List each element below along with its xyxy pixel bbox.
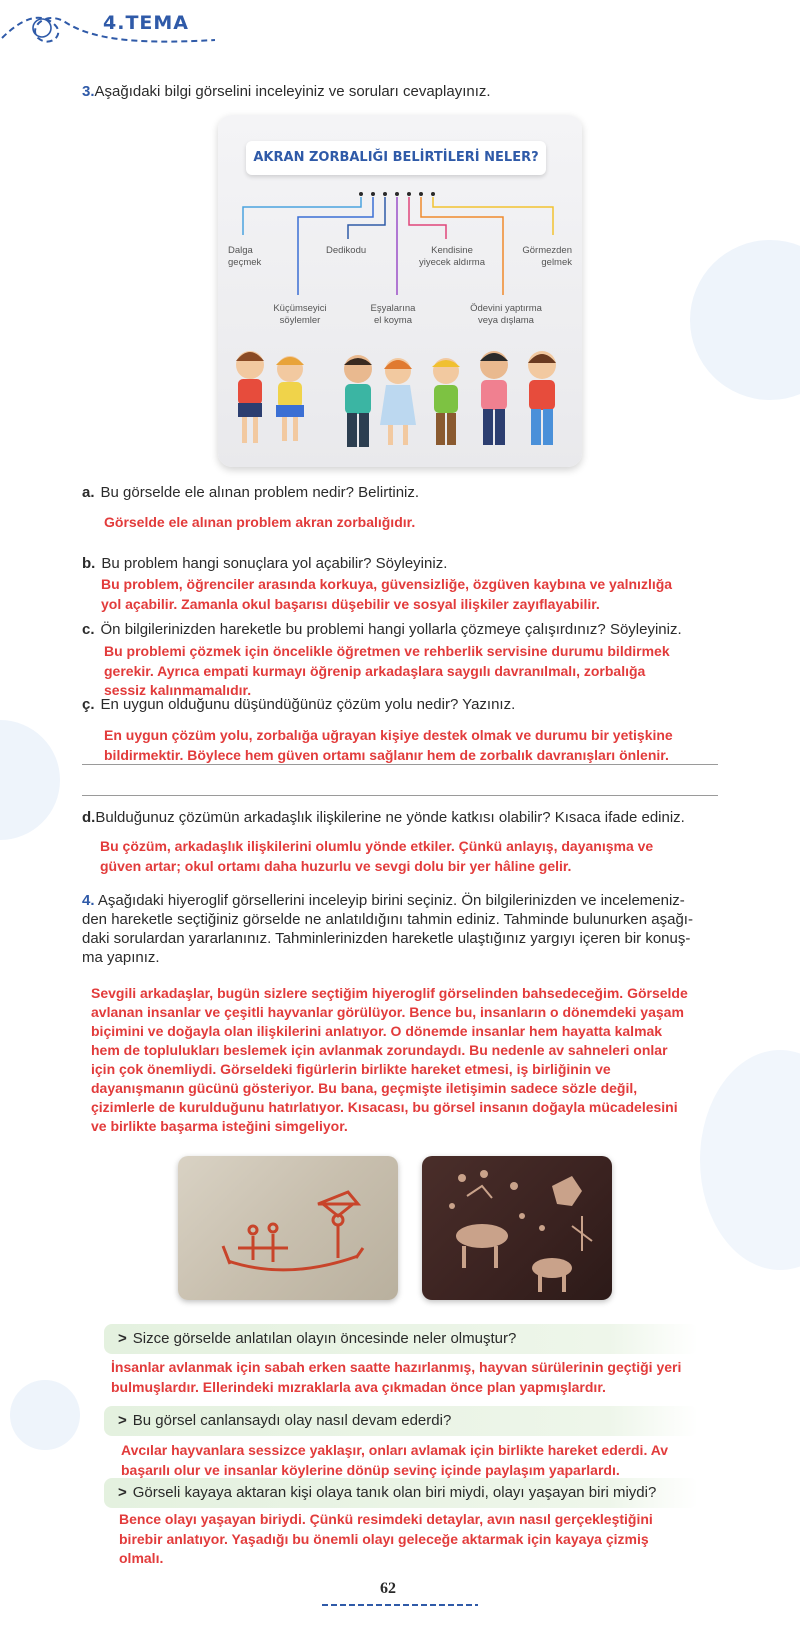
- label-esyalarina-el-koyma: Eşyalarına el koyma: [370, 303, 416, 326]
- question-number: 4.: [82, 892, 95, 909]
- question-prompt: Aşağıdaki bilgi görselini inceleyiniz ve soruları cevaplayınız.: [94, 83, 491, 100]
- chevron-right-icon: >: [118, 1412, 127, 1429]
- bullying-infographic: [218, 115, 582, 467]
- background-circle-decoration: [700, 1050, 800, 1270]
- question-3d: [82, 808, 685, 827]
- question-letter: d.: [82, 809, 96, 826]
- page-number: 62: [380, 1580, 396, 1597]
- question-3: [82, 82, 491, 101]
- subquestion-2-bar: [104, 1406, 698, 1436]
- question-letter: c.: [82, 621, 95, 638]
- question-text: Bu görselde ele alınan problem nedir? Belirtiniz.: [100, 484, 420, 501]
- label-odevini-yaptirma: Ödevini yaptırma veya dışlama: [470, 303, 542, 326]
- unit-title: 4.TEMA: [103, 12, 189, 34]
- question-4: 4. Aşağıdaki hiyeroglif görsellerini inceleyip birini seçiniz. Ön bilgilerinizden ve incelemeniz- den hareketle seçtiğiniz görselde ne anlatıldığını tahmin ediniz. Tahminde bulunurken aşağı- daki sorulardan yararlanınız. Tahminlerinizden hareketle ulaştığınız yargıyı içeren bir konuş- ma yapınız.: [82, 892, 693, 966]
- infographic-title: AKRAN ZORBALIĞI BELİRTİLERİ NELER?: [246, 141, 546, 175]
- answer-line: [82, 764, 718, 765]
- chevron-right-icon: >: [118, 1484, 127, 1501]
- answer-sub-3: Bence olayı yaşayan biriydi. Çünkü resimdeki detaylar, avın nasıl gerçekleştiğini birebir anlatıyor. Yaşadığı bu önemli olayı geleceğe aktarmak için kayaya çizmiş olmalı.: [119, 1511, 653, 1566]
- answer-3d: Bu çözüm, arkadaşlık ilişkilerini olumlu yönde etkiler. Çünkü anlayış, dayanışma ve güven artar; okul ortamı daha huzurlu ve sevgi dolu bir yer hâline gelir.: [100, 838, 654, 874]
- chevron-right-icon: >: [118, 1330, 127, 1347]
- question-number: 3.: [82, 83, 95, 100]
- subquestion-text: Görseli kayaya aktaran kişi olaya tanık olan biri miydi, olayı yaşayan biri miydi?: [132, 1484, 657, 1501]
- question-3a: [82, 483, 419, 502]
- rock-art-hunting-image: [422, 1156, 612, 1300]
- background-circle-decoration: [10, 1380, 80, 1450]
- answer-4-speech: Sevgili arkadaşlar, bugün sizlere seçtiğim hiyeroglif görselinden bahsedeceğim. Görselde avlanan insanlar ve çeşitli hayvanlar görülüyor. Bence bu, insanların o dönemdeki yaşam biçimini ve doğayla olan ilişkilerini anlatıyor. O dönemde insanlar hem hayatta kalmak hem de toplulukları beslemek için avlanmak zorundaydı. Bu nedenle av sahneleri onlar için çok önemliydi. Görseldeki figürlerin birlikte hareket etmesi, iş birliğinin ve dayanışmanın gücünü gösteriyor. Bu bana, geçmişte iletişimin sadece sözle değil, çizimlerle de kurulduğunu hatırlatıyor. Kısacası, bu görsel insanın doğayla mücadelesini ve birlikte başarma isteğini simgeliyor.: [91, 985, 688, 1134]
- question-text: Bulduğunuz çözümün arkadaşlık ilişkilerine ne yönde katkısı olabilir? Kısaca ifade ediniz.: [95, 809, 685, 826]
- label-gormezden-gelmek: Görmezden gelmek: [522, 245, 572, 268]
- question-letter: a.: [82, 484, 95, 501]
- answer-3c: Bu problemi çözmek için öncelikle öğretmen ve rehberlik servisine durumu bildirmek gerekir. Ayrıca empati kurmayı öğrenip arkadaşlara saygılı davranılmalı, zorbalığa sessiz kalınmamalıdır.: [104, 643, 670, 698]
- background-circle-decoration: [0, 720, 60, 840]
- rock-art-boat-image: [178, 1156, 398, 1300]
- question-text: Bu problem hangi sonuçlara yol açabilir? Söyleyiniz.: [101, 555, 448, 572]
- answer-sub-1: İnsanlar avlanmak için sabah erken saatte hazırlanmış, hayvan sürülerinin geçtiği yeri bulmuşlardır. Ellerindeki mızraklarla ava çıkmadan önce plan yapmışlardır.: [111, 1359, 682, 1395]
- label-dalga-gecmek: Dalga geçmek: [228, 245, 262, 268]
- answer-3a: Görselde ele alınan problem akran zorbalığıdır.: [104, 514, 416, 530]
- footer-dashes-decoration: [320, 1600, 480, 1610]
- label-dedikodu: Dedikodu: [326, 245, 367, 256]
- subquestion-text: Sizce görselde anlatılan olayın öncesinde neler olmuştur?: [132, 1330, 517, 1347]
- question-3b: [82, 554, 447, 573]
- subquestion-1-bar: [104, 1324, 698, 1354]
- subquestion-3-bar: [104, 1478, 698, 1508]
- answer-line: [82, 795, 718, 796]
- answer-sub-2: Avcılar hayvanlara sessizce yaklaşır, onları avlamak için birlikte hareket ederdi. Av başarılı olur ve insanlar köylerine dönüp sevinç içinde paylaşım yaparlardı.: [121, 1442, 669, 1478]
- background-circle-decoration: [690, 240, 800, 400]
- question-text: Ön bilgilerinizden hareketle bu problemi hangi yollarla çözmeye çalışırdınız? Söyleyiniz.: [100, 621, 682, 638]
- answer-3b: Bu problem, öğrenciler arasında korkuya, güvensizliğe, özgüven kaybına ve yalnızlığa yol açabilir. Zamanla okul başarısı düşebilir ve sosyal ilişkiler zayıflayabilir.: [101, 576, 673, 612]
- children-illustration: [218, 335, 582, 467]
- question-3cc: [82, 695, 515, 714]
- subquestion-text: Bu görsel canlansaydı olay nasıl devam ederdi?: [132, 1412, 452, 1429]
- answer-3cc: En uygun çözüm yolu, zorbalığa uğrayan kişiye destek olmak ve durumu bir yetişkine bildirmektir. Böylece hem güven ortamı sağlanır hem de zorbalık davranışları önlenir.: [104, 727, 673, 763]
- question-letter: ç.: [82, 696, 95, 713]
- question-3c: [82, 620, 682, 639]
- question-letter: b.: [82, 555, 96, 572]
- label-yiyecek-aldirma: Kendisine yiyecek aldırma: [419, 245, 485, 268]
- label-kucumseyici-soylemler: Küçümseyici söylemler: [273, 303, 327, 326]
- question-text: En uygun olduğunu düşündüğünüz çözüm yolu nedir? Yazınız.: [100, 696, 516, 713]
